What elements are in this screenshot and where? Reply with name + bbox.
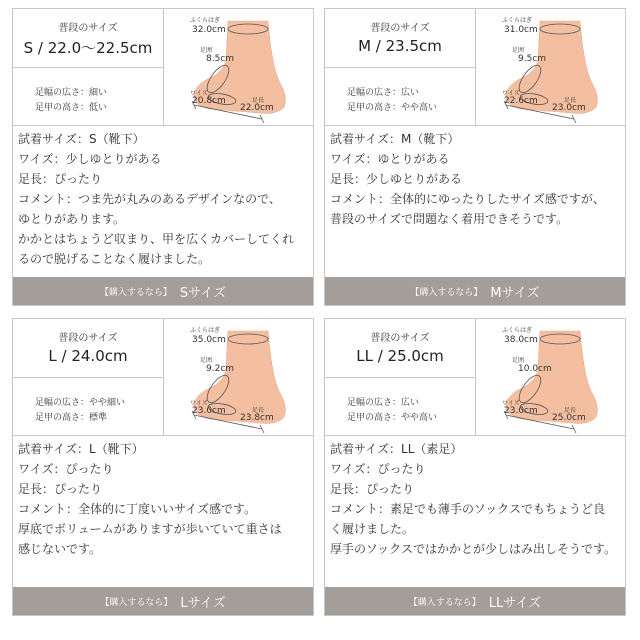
buy-size-label: Sサイズ: [179, 285, 227, 301]
foot-width-text: 足幅の広さ：広い: [347, 398, 420, 408]
usual-size-heading: 普段のサイズ: [58, 23, 118, 34]
usual-size-heading: 普段のサイズ: [58, 333, 118, 344]
buy-size-m-button[interactable]: [325, 277, 625, 305]
foot-diagram: [476, 9, 625, 125]
review-line: 足長：ぴったり: [330, 482, 415, 496]
size-info-panel: [325, 9, 625, 126]
size-info-left: [325, 319, 476, 435]
width-label: ワイズ: [190, 400, 208, 407]
review-line: ワイズ：ゆとりがある: [330, 152, 450, 166]
review-line: ゆとりがあります。: [18, 212, 126, 226]
length-label: 足長: [564, 407, 577, 414]
review-line: ワイズ：少しゆとりがある: [18, 152, 162, 166]
length-value: 23.0cm: [552, 103, 586, 113]
foot-diagram: [164, 319, 313, 435]
length-value: 25.0cm: [552, 413, 586, 423]
size-info-left: [13, 9, 164, 125]
usual-size-box: [13, 9, 163, 68]
buy-prefix: 【購入するなら】: [100, 597, 173, 608]
length-value: 22.0cm: [240, 103, 274, 113]
review-line: かかとはちょうど収まり、甲を広くカバーしてくれ: [18, 232, 295, 246]
calf-value: 31.0cm: [504, 25, 538, 35]
review-line: 試着サイズ：M（靴下）: [330, 132, 460, 146]
review-line: 普段のサイズで問題なく着用できそうです。: [330, 212, 569, 226]
size-card-s: [12, 8, 314, 306]
usual-size-heading: 普段のサイズ: [370, 333, 430, 344]
review-line: 試着サイズ：L（靴下）: [18, 442, 144, 456]
usual-size-heading: 普段のサイズ: [370, 23, 430, 34]
length-label: 足長: [564, 97, 577, 104]
review-line: 足長：ぴったり: [18, 172, 103, 186]
foot-width-text: 足幅の広さ：細い: [35, 88, 108, 98]
length-label: 足長: [252, 407, 265, 414]
foot-diagram: [164, 9, 313, 125]
instep-value: 9.5cm: [518, 54, 547, 64]
buy-size-label: Lサイズ: [180, 595, 226, 611]
buy-prefix: 【購入するなら】: [408, 597, 481, 608]
calf-value: 38.0cm: [504, 335, 538, 345]
size-info-left: [325, 9, 476, 125]
review-line: 感じないです。: [18, 542, 102, 556]
review-line: く履けました。: [330, 522, 415, 536]
width-label: ワイズ: [190, 90, 208, 97]
review-line: ワイズ：ぴったり: [330, 462, 426, 476]
foot-illustration-icon: [476, 9, 625, 125]
buy-size-l-button[interactable]: [13, 587, 313, 615]
size-card-ll: [324, 318, 626, 616]
instep-label: 足囲: [200, 357, 213, 364]
width-value: 22.6cm: [504, 96, 538, 106]
size-info-panel: [13, 319, 313, 436]
size-info-left: [13, 319, 164, 435]
foot-shape-box: [13, 378, 163, 435]
instep-value: 8.5cm: [206, 54, 235, 64]
usual-size-box: [13, 319, 163, 378]
review-line: 足長：少しゆとりがある: [330, 172, 463, 186]
review-line: ワイズ：ぴったり: [18, 462, 114, 476]
instep-height-text: 足甲の高さ：やや高い: [347, 103, 438, 113]
instep-height-text: 足甲の高さ：低い: [35, 103, 108, 113]
review-line: コメント：素足でも薄手のソックスでもちょうど良: [330, 502, 606, 516]
fitting-review: [330, 439, 622, 559]
buy-size-s-button[interactable]: [13, 277, 313, 305]
instep-label: 足囲: [200, 47, 213, 54]
foot-illustration-icon: [164, 9, 313, 125]
calf-label: ふくらはぎ: [190, 17, 221, 24]
usual-size-value: L / 24.0cm: [48, 347, 128, 365]
size-card-l: [12, 318, 314, 616]
review-line: 厚底でボリュームがありますが歩いていて重さは: [18, 522, 282, 536]
foot-shape-box: [325, 378, 475, 435]
width-value: 20.8cm: [192, 96, 226, 106]
length-label: 足長: [252, 97, 265, 104]
foot-illustration-icon: [476, 319, 625, 435]
calf-label: ふくらはぎ: [190, 327, 221, 334]
review-line: 厚手のソックスではかかとが少しはみ出しそうです。: [330, 542, 617, 556]
buy-size-label: LLサイズ: [488, 595, 542, 611]
calf-value: 32.0cm: [192, 25, 226, 35]
buy-prefix: 【購入するなら】: [410, 287, 483, 298]
width-value: 23.0cm: [504, 406, 538, 416]
size-info-panel: [325, 319, 625, 436]
buy-size-label: Mサイズ: [490, 285, 540, 301]
usual-size-value: S / 22.0〜22.5cm: [23, 39, 153, 57]
review-line: 試着サイズ：S（靴下）: [18, 132, 145, 146]
size-card-m: [324, 8, 626, 306]
foot-illustration-icon: [164, 319, 313, 435]
size-info-panel: [13, 9, 313, 126]
fitting-review: [330, 129, 622, 229]
usual-size-value: LL / 25.0cm: [356, 347, 444, 365]
calf-value: 35.0cm: [192, 335, 226, 345]
instep-value: 10.0cm: [518, 364, 552, 374]
width-label: ワイズ: [502, 400, 520, 407]
foot-width-text: 足幅の広さ：広い: [347, 88, 420, 98]
review-line: コメント：全体的に丁度いいサイズ感です。: [18, 502, 257, 516]
foot-diagram: [476, 319, 625, 435]
review-line: 試着サイズ：LL（素足）: [330, 442, 463, 456]
review-line: コメント：つま先が丸みのあるデザインなので、: [18, 192, 281, 206]
length-value: 23.8cm: [240, 413, 274, 423]
instep-value: 9.2cm: [206, 364, 235, 374]
calf-label: ふくらはぎ: [502, 17, 533, 24]
instep-height-text: 足甲の高さ：標準: [35, 413, 108, 423]
width-label: ワイズ: [502, 90, 520, 97]
instep-label: 足囲: [512, 47, 525, 54]
usual-size-value: M / 23.5cm: [358, 37, 442, 55]
calf-label: ふくらはぎ: [502, 327, 533, 334]
review-line: るので脱げることなく履けました。: [18, 252, 211, 266]
buy-prefix: 【購入するなら】: [99, 287, 172, 298]
review-line: コメント：全体的にゆったりしたサイズ感ですが、: [330, 192, 605, 206]
foot-width-text: 足幅の広さ：やや細い: [35, 398, 126, 408]
usual-size-box: [325, 9, 475, 68]
review-line: 足長：ぴったり: [18, 482, 103, 496]
foot-shape-box: [325, 68, 475, 125]
usual-size-box: [325, 319, 475, 378]
buy-size-ll-button[interactable]: [325, 587, 625, 615]
instep-height-text: 足甲の高さ：やや高い: [347, 413, 438, 423]
foot-shape-box: [13, 68, 163, 125]
fitting-review: [18, 129, 310, 269]
width-value: 23.0cm: [192, 406, 226, 416]
instep-label: 足囲: [512, 357, 525, 364]
fitting-review: [18, 439, 310, 559]
